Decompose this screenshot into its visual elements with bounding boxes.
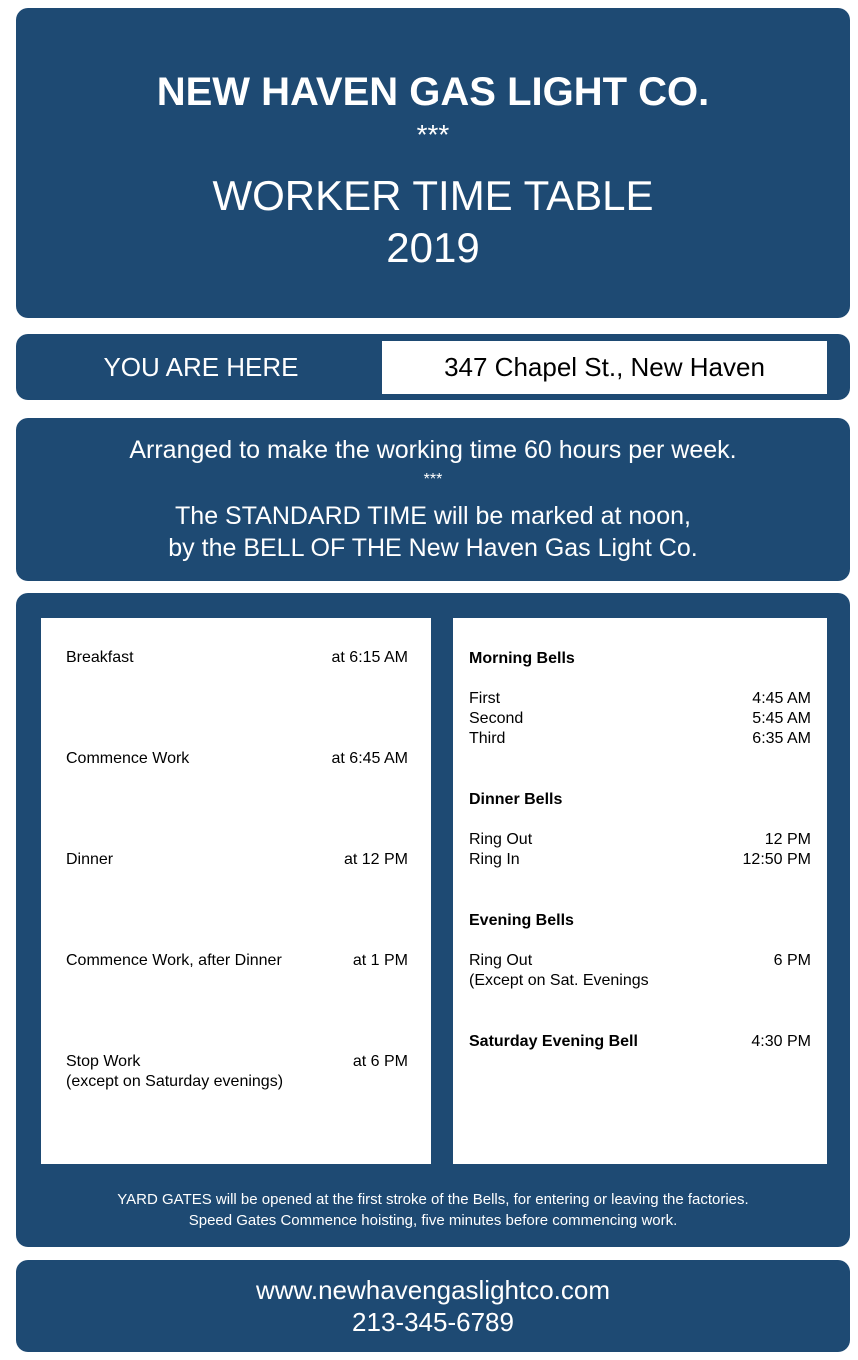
schedule-row-breakfast: [66, 648, 408, 668]
bell-label: First: [469, 690, 501, 707]
schedule-panel: [16, 593, 850, 1247]
schedule-row-commence-after-dinner: [66, 951, 408, 971]
schedule-row-dinner: [66, 850, 408, 870]
schedule-time: at 6 PM: [352, 1053, 408, 1070]
address-box: 347 Chapel St., New Haven: [382, 341, 827, 394]
notice-bell: by the BELL OF THE New Haven Gas Light Co.: [168, 534, 698, 562]
saturday-bell-heading: Saturday Evening Bell: [469, 1033, 638, 1050]
schedule-row-stop-work: [66, 1052, 408, 1072]
bell-row-ring-out: [469, 830, 811, 850]
bell-row-ring-in: [469, 850, 811, 870]
bell-note-evening: (Except on Sat. Evenings: [469, 972, 649, 989]
dinner-bells-heading: Dinner Bells: [469, 791, 563, 808]
schedule-label: Stop Work: [66, 1053, 141, 1070]
timetable-title: WORKER TIME TABLE: [212, 172, 654, 219]
bell-time: 4:30 PM: [751, 1033, 811, 1050]
header-stars: ***: [416, 119, 450, 150]
bell-time: 12:50 PM: [742, 851, 811, 868]
bells-card: [453, 618, 827, 1164]
timetable-year: 2019: [386, 224, 480, 271]
notice-panel: [16, 418, 850, 581]
bell-label: Ring Out: [469, 831, 533, 848]
schedule-time: at 12 PM: [343, 851, 408, 868]
yard-gates-line: YARD GATES will be opened at the first stroke of the Bells, for entering or leaving the factories.: [117, 1191, 749, 1208]
bell-time: 6 PM: [773, 952, 811, 969]
schedule-row-commence-work: [66, 749, 408, 769]
bell-row-first: [469, 689, 811, 709]
bell-label: Ring In: [469, 851, 520, 868]
schedule-label: Commence Work: [66, 750, 190, 767]
bell-time: 6:35 AM: [752, 730, 811, 747]
bell-time: 5:45 AM: [752, 710, 811, 727]
evening-bells-heading: Evening Bells: [469, 912, 574, 929]
yard-gates-note: [16, 1189, 850, 1231]
phone-number: 213-345-6789: [352, 1307, 514, 1337]
bell-time: 12 PM: [764, 831, 811, 848]
saturday-bell-row: [469, 1032, 811, 1052]
speed-gates-line: Speed Gates Commence hoisting, five minutes before commencing work.: [188, 1212, 678, 1229]
you-are-here-label: YOU ARE HERE: [103, 352, 299, 382]
schedule-time: at 6:45 AM: [331, 750, 408, 767]
notice-hours: Arranged to make the working time 60 hours per week.: [129, 436, 737, 464]
schedule-label: Breakfast: [66, 649, 134, 666]
website: www.newhavengaslightco.com: [255, 1275, 611, 1305]
bell-time: 4:45 AM: [752, 690, 811, 707]
bell-label: Second: [469, 710, 524, 727]
notice-stars: ***: [423, 471, 443, 488]
bell-row-second: [469, 709, 811, 729]
schedule-time: at 1 PM: [352, 952, 408, 969]
bell-label: Ring Out: [469, 952, 533, 969]
schedule-time: at 6:15 AM: [331, 649, 408, 666]
company-name: NEW HAVEN GAS LIGHT CO.: [156, 70, 710, 114]
schedule-note-stop-work: (except on Saturday evenings): [66, 1073, 284, 1090]
daily-schedule-card: [41, 618, 431, 1164]
morning-bells-heading: Morning Bells: [469, 650, 575, 667]
bell-label: Third: [469, 730, 506, 747]
notice-standard-time: The STANDARD TIME will be marked at noon,: [175, 502, 691, 530]
footer-panel: [16, 1260, 850, 1352]
bell-row-evening-ring-out: [469, 951, 811, 971]
schedule-label: Dinner: [66, 851, 114, 868]
bell-row-third: [469, 729, 811, 749]
location-panel: [16, 334, 850, 400]
header-panel: [16, 8, 850, 318]
schedule-label: Commence Work, after Dinner: [66, 952, 282, 969]
